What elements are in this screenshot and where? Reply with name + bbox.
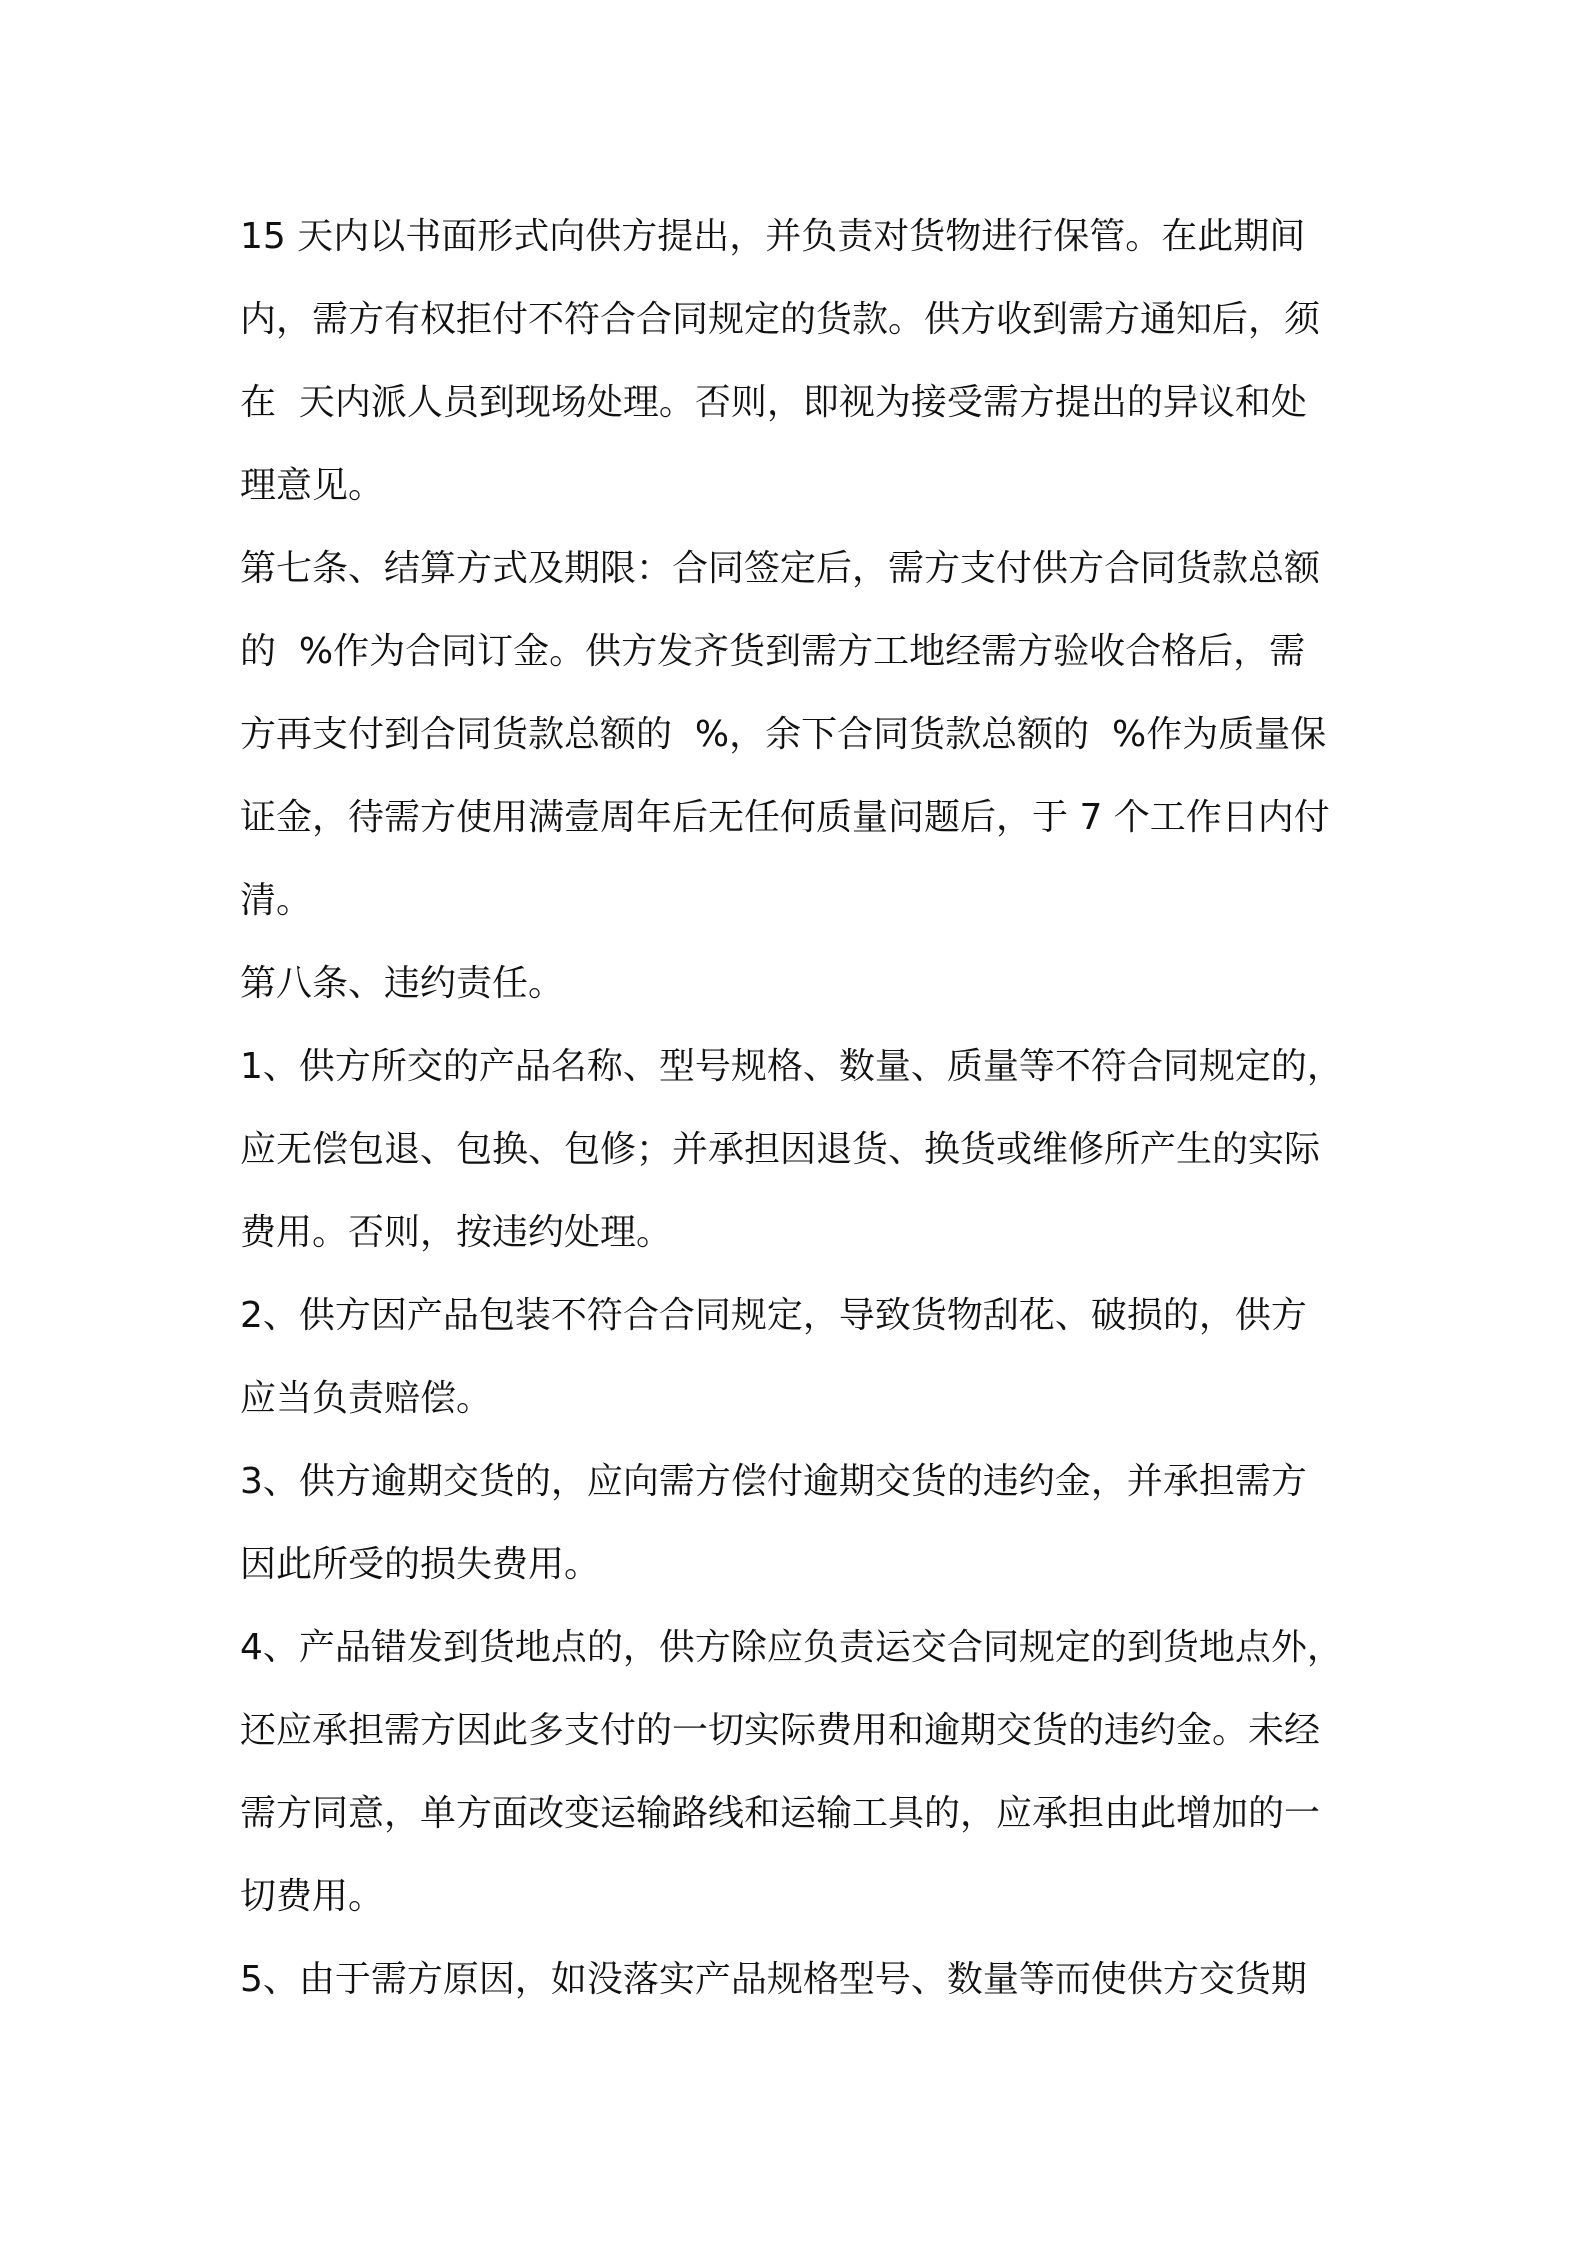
text-line: 第七条、结算方式及期限：合同签定后，需方支付供方合同货款总额 — [240, 548, 1321, 589]
text-line: 4、产品错发到货地点的，供方除应负责运交合同规定的到货地点外， — [240, 1627, 1343, 1668]
text-line: 理意见。 — [240, 465, 385, 506]
clause-1 — [240, 1025, 1360, 1274]
text-line: 第八条、违约责任。 — [240, 963, 565, 1004]
text-line: 切费用。 — [240, 1876, 385, 1917]
text-line: 5、由于需方原因，如没落实产品规格型号、数量等而使供方交货期 — [240, 1959, 1307, 2000]
clause-5 — [240, 1938, 1360, 2021]
article-8-heading — [240, 942, 1360, 1025]
clause-2 — [240, 1274, 1360, 1440]
text-line: 内，需方有权拒付不符合合同规定的货款。供方收到需方通知后，须 — [240, 299, 1321, 340]
clause-4 — [240, 1606, 1360, 1938]
text-line: 的 %作为合同订金。供方发齐货到需方工地经需方验收合格后，需 — [240, 631, 1306, 672]
text-line: 需方同意，单方面改变运输路线和运输工具的，应承担由此增加的一 — [240, 1793, 1321, 1834]
paragraph-objection-period — [240, 195, 1360, 527]
text-line: 证金，待需方使用满壹周年后无任何质量问题后，于 7 个工作日内付 — [240, 797, 1330, 838]
text-line: 还应承担需方因此多支付的一切实际费用和逾期交货的违约金。未经 — [240, 1710, 1321, 1751]
text-line: 清。 — [240, 880, 313, 921]
article-7-settlement — [240, 527, 1360, 942]
text-line: 费用。否则，按违约处理。 — [240, 1212, 673, 1253]
text-line: 1、供方所交的产品名称、型号规格、数量、质量等不符合同规定的， — [240, 1046, 1343, 1087]
text-line: 15 天内以书面形式向供方提出，并负责对货物进行保管。在此期间 — [240, 216, 1306, 257]
text-line: 3、供方逾期交货的，应向需方偿付逾期交货的违约金，并承担需方 — [240, 1461, 1307, 1502]
clause-3 — [240, 1440, 1360, 1606]
text-line: 因此所受的损失费用。 — [240, 1544, 601, 1585]
text-line: 应无偿包退、包换、包修；并承担因退货、换货或维修所产生的实际 — [240, 1129, 1321, 1170]
text-line: 在 天内派人员到现场处理。否则，即视为接受需方提出的异议和处 — [240, 382, 1307, 423]
document-body — [240, 195, 1360, 2021]
text-line: 应当负责赔偿。 — [240, 1378, 493, 1419]
text-line: 2、供方因产品包装不符合合同规定，导致货物刮花、破损的，供方 — [240, 1295, 1307, 1336]
text-line: 方再支付到合同货款总额的 %，余下合同货款总额的 %作为质量保 — [240, 714, 1327, 755]
